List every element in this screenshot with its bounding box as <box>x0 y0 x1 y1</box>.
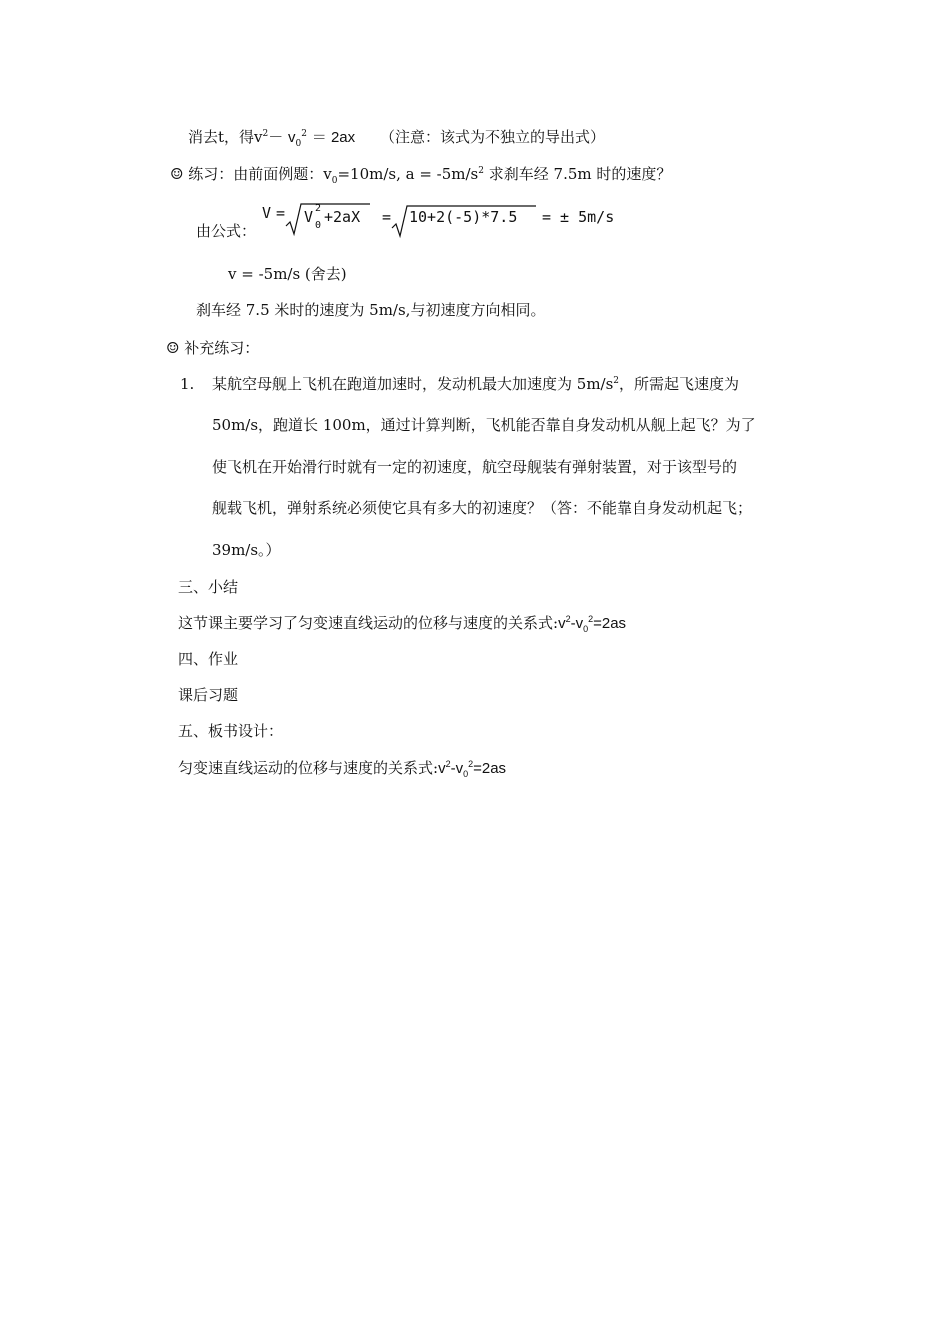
formula-v: v <box>558 615 566 632</box>
summary-line <box>178 613 626 634</box>
formula-v0: -v <box>450 760 464 777</box>
practice-line <box>170 164 671 184</box>
board-design-line <box>178 758 506 779</box>
smiley-icon: ☺ <box>170 165 184 183</box>
formula-v0: V <box>304 208 314 226</box>
formula-term: 10+2(-5)*7.5 <box>409 208 518 226</box>
formula-v: v <box>438 760 446 777</box>
practice-values: =10m/s, a = -5m/s <box>337 165 479 183</box>
formula-result: = ± 5m/s <box>542 208 615 226</box>
exercise-text: ，所需起飞速度为 <box>619 375 740 393</box>
exercise-line: 50m/s，跑道长 100m，通过计算判断，飞机能否靠自身发动机从舰上起飞？为了 <box>212 416 756 434</box>
v0-symbol: v <box>288 129 296 146</box>
minus-sign: － <box>268 128 284 146</box>
supplementary-heading <box>166 338 259 358</box>
superscript: 2 <box>565 614 571 624</box>
formula-eq: = <box>276 204 286 222</box>
exercise-line: 39m/s。） <box>212 541 281 559</box>
subscript: 0 <box>463 769 469 779</box>
superscript: 2 <box>315 203 322 214</box>
superscript: 2 <box>478 166 484 176</box>
section-heading: 四、作业 <box>178 650 239 668</box>
summary-text: 这节课主要学习了匀变速直线运动的位移与速度的关系式: <box>178 614 559 632</box>
superscript: 2 <box>262 129 269 139</box>
homework-text: 课后习题 <box>178 686 239 704</box>
formula-image <box>258 198 618 240</box>
subscript: 0 <box>583 624 589 634</box>
superscript: 2 <box>468 759 474 769</box>
section-heading: 三、小结 <box>178 578 239 596</box>
exercise-line: 使飞机在开始滑行时就有一定的初速度，航空母舰装有弹射装置，对于该型号的 <box>212 458 738 476</box>
exercise-text: 某航空母舰上飞机在跑道加速时，发动机最大加速度为 5m/s <box>212 375 614 393</box>
superscript: 2 <box>301 129 308 139</box>
exercise-line: 舰载飞机，弹射系统必须使它具有多大的初速度？（答：不能靠自身发动机起飞； <box>212 499 753 517</box>
exercise-line <box>212 374 739 394</box>
superscript: 2 <box>445 759 451 769</box>
exercise-number: 1. <box>180 375 195 393</box>
formula-rhs: ＝ 2ax <box>311 129 356 146</box>
derivation-line <box>188 127 605 148</box>
formula-rhs: =2as <box>473 760 507 777</box>
subscript: 0 <box>315 220 322 231</box>
subscript: 0 <box>331 176 338 186</box>
answer-line: 刹车经 7.5 米时的速度为 5m/s,与初速度方向相同。 <box>196 301 546 319</box>
formula-eq: = <box>382 208 392 226</box>
superscript: 2 <box>613 376 620 386</box>
section-heading: 五、板书设计： <box>178 722 284 740</box>
formula-label: 由公式： <box>196 222 257 240</box>
discard-line: v = -5m/s (舍去) <box>228 265 347 283</box>
board-design-text: 匀变速直线运动的位移与速度的关系式: <box>178 759 439 777</box>
derivation-text: 消去t，得 <box>188 128 255 146</box>
note-text: （注意：该式为不独立的导出式） <box>379 128 605 146</box>
supplementary-title: 补充练习： <box>184 339 260 357</box>
formula-term: +2aX <box>324 208 361 226</box>
v-symbol: v <box>254 128 263 146</box>
subscript: 0 <box>295 139 302 149</box>
practice-question: 求刹车经 7.5m 时的速度？ <box>488 165 672 183</box>
smiley-icon: ☺ <box>166 339 180 357</box>
practice-text: 练习：由前面例题：v <box>188 165 332 183</box>
formula-rhs: =2as <box>593 615 627 632</box>
superscript: 2 <box>588 614 594 624</box>
formula-v0: -v <box>570 615 584 632</box>
formula-v: V <box>262 204 272 222</box>
